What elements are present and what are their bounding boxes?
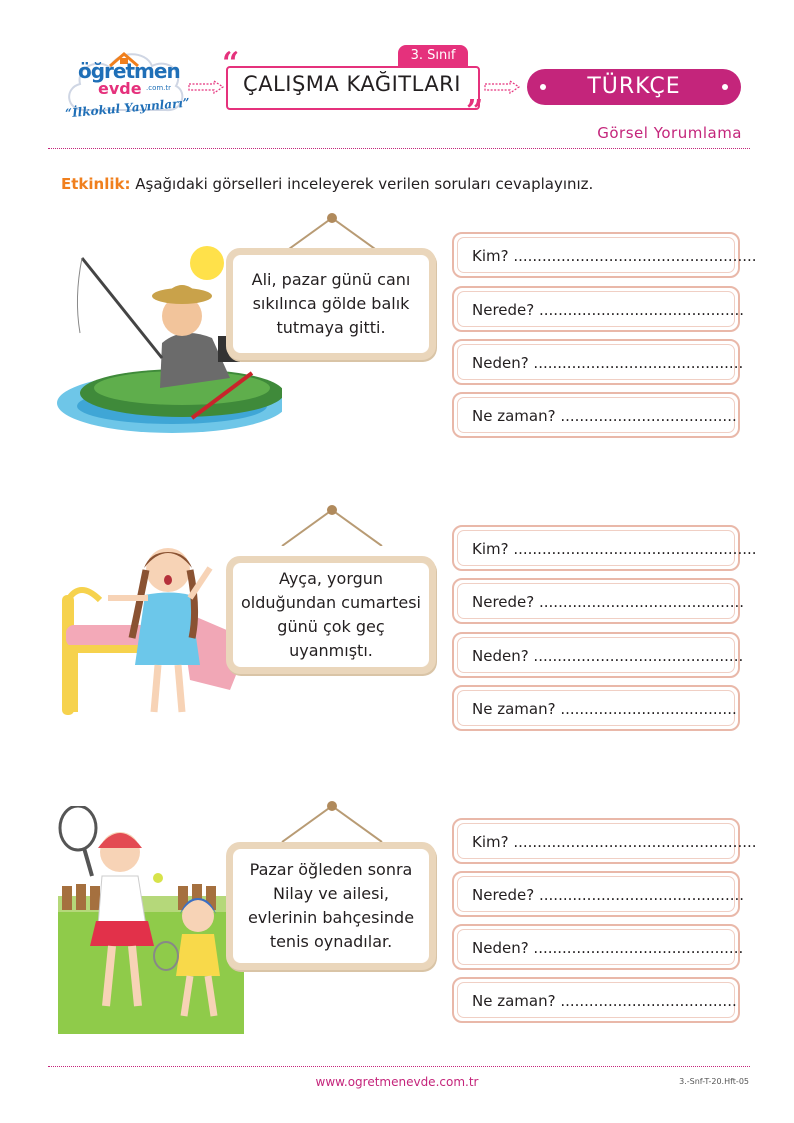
- question-why: Neden? ............................................: [472, 647, 744, 665]
- sentence-sign: [226, 556, 436, 674]
- arrow-icon: [484, 80, 520, 94]
- open-quote-icon: “: [222, 46, 240, 81]
- answer-field-where[interactable]: [452, 578, 745, 624]
- answer-field-who[interactable]: [452, 525, 757, 571]
- logo-subtitle: “İlkokul Yayınları”: [64, 95, 191, 121]
- pill-dot-right: [722, 84, 728, 90]
- answer-field-when[interactable]: [452, 685, 740, 731]
- instruction-label: Etkinlik:: [61, 175, 131, 193]
- header-divider: [48, 148, 750, 149]
- question-who: Kim? ...................................................: [472, 540, 757, 558]
- answer-field-where[interactable]: [452, 871, 745, 917]
- question-why: Neden? ............................................: [472, 939, 744, 957]
- question-who: Kim? ...................................................: [472, 833, 757, 851]
- sentence-sign: [226, 248, 436, 360]
- page-title: ÇALIŞMA KAĞITLARI: [243, 72, 461, 96]
- question-when: Ne zaman? .....................................: [472, 992, 737, 1010]
- answer-field-who[interactable]: [452, 818, 757, 864]
- pill-dot-left: [540, 84, 546, 90]
- answer-field-who[interactable]: [452, 232, 757, 278]
- logo-domain: .com.tr: [146, 84, 172, 92]
- question-who: Kim? ...................................................: [472, 247, 757, 265]
- question-where: Nerede? ...........................................: [472, 886, 745, 904]
- answer-field-why[interactable]: [452, 924, 744, 970]
- sentence-text: Ali, pazar günü canı sıkılınca gölde balık tutmaya gitti.: [233, 255, 429, 353]
- sentence-text: Pazar öğleden sonra Nilay ve ailesi, evlerinin bahçesinde tenis oynadılar.: [233, 849, 429, 963]
- close-quote-icon: ”: [466, 94, 484, 129]
- question-where: Nerede? ...........................................: [472, 593, 745, 611]
- subject-pill: TÜRKÇE: [527, 69, 741, 105]
- answer-field-why[interactable]: [452, 632, 744, 678]
- logo-text-evde: evde: [98, 79, 142, 98]
- instruction: [61, 175, 593, 193]
- question-when: Ne zaman? .....................................: [472, 407, 737, 425]
- sentence-text: Ayça, yorgun olduğundan cumartesi günü çok geç uyanmıştı.: [233, 563, 429, 667]
- sign-hanger: [272, 800, 392, 842]
- footer-divider: [48, 1066, 750, 1067]
- topic-label: Görsel Yorumlama: [597, 124, 742, 142]
- sentence-sign: [226, 842, 436, 970]
- answer-field-where[interactable]: [452, 286, 745, 332]
- footer-code: 3.-Snf-T-20.Hft-05: [679, 1077, 749, 1086]
- instruction-text: Aşağıdaki görselleri inceleyerek verilen soruları cevaplayınız.: [130, 175, 594, 193]
- logo-text: öğretmen: [78, 59, 180, 83]
- grade-tab: 3. Sınıf: [398, 45, 468, 66]
- question-when: Ne zaman? .....................................: [472, 700, 737, 718]
- answer-field-when[interactable]: [452, 977, 740, 1023]
- question-why: Neden? ............................................: [472, 354, 744, 372]
- answer-field-when[interactable]: [452, 392, 740, 438]
- question-where: Nerede? ...........................................: [472, 301, 745, 319]
- footer-url[interactable]: www.ogretmenevde.com.tr: [315, 1075, 479, 1089]
- answer-field-why[interactable]: [452, 339, 744, 385]
- sign-hanger: [272, 504, 392, 546]
- arrow-icon: [188, 80, 224, 94]
- tennis-illustration: [58, 806, 244, 1034]
